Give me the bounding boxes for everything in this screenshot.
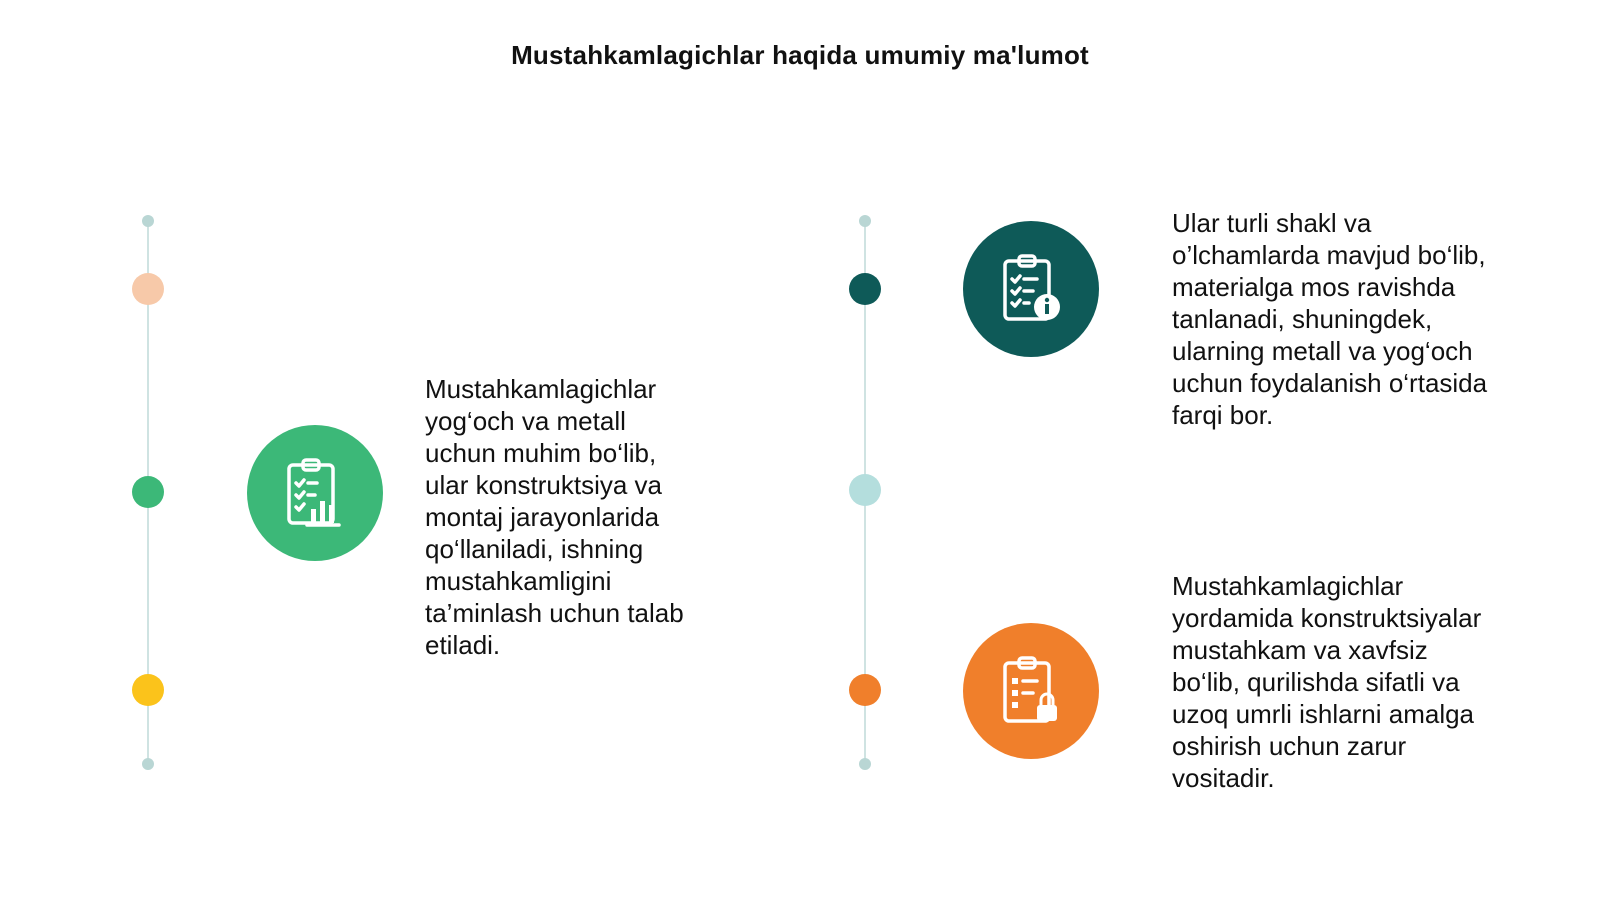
- timeline-dot-light-teal: [849, 474, 881, 506]
- info-text-3: Mustahkamlagichlar yordamida konstruktsiyalar mustahkam va xavfsiz bo‘lib, qurilishda sifatli va uzoq umrli ishlarni amalga oshirish uchun zarur vositadir.: [1172, 571, 1482, 793]
- timeline-endpoint-dot: [142, 215, 154, 227]
- info-text-2: Ular turli shakl va o’lchamlarda mavjud bo‘lib, materialga mos ravishda tanlanadi, shuningdek, ularning metall va yog‘och uchun foydalanish o‘rtasida farqi bor.: [1172, 208, 1488, 430]
- timeline-endpoint-dot: [142, 758, 154, 770]
- clipboard-lock-icon: [963, 623, 1099, 759]
- info-text-1: Mustahkamlagichlar yog‘och va metall uchun muhim bo‘lib, ular konstruktsiya va montaj jarayonlarida qo‘llaniladi, ishning mustahkamligini ta’minlash uchun talab etiladi.: [425, 374, 684, 660]
- timeline-dot-yellow: [132, 674, 164, 706]
- timeline-dot-green: [132, 476, 164, 508]
- timeline-endpoint-dot: [859, 215, 871, 227]
- clipboard-info-icon: [963, 221, 1099, 357]
- clipboard-chart-icon: [247, 425, 383, 561]
- timeline-endpoint-dot: [859, 758, 871, 770]
- timeline-dot-peach: [132, 273, 164, 305]
- page-title: Mustahkamlagichlar haqida umumiy ma'lumot: [511, 40, 1089, 70]
- timeline-dot-teal: [849, 273, 881, 305]
- timeline-dot-orange: [849, 674, 881, 706]
